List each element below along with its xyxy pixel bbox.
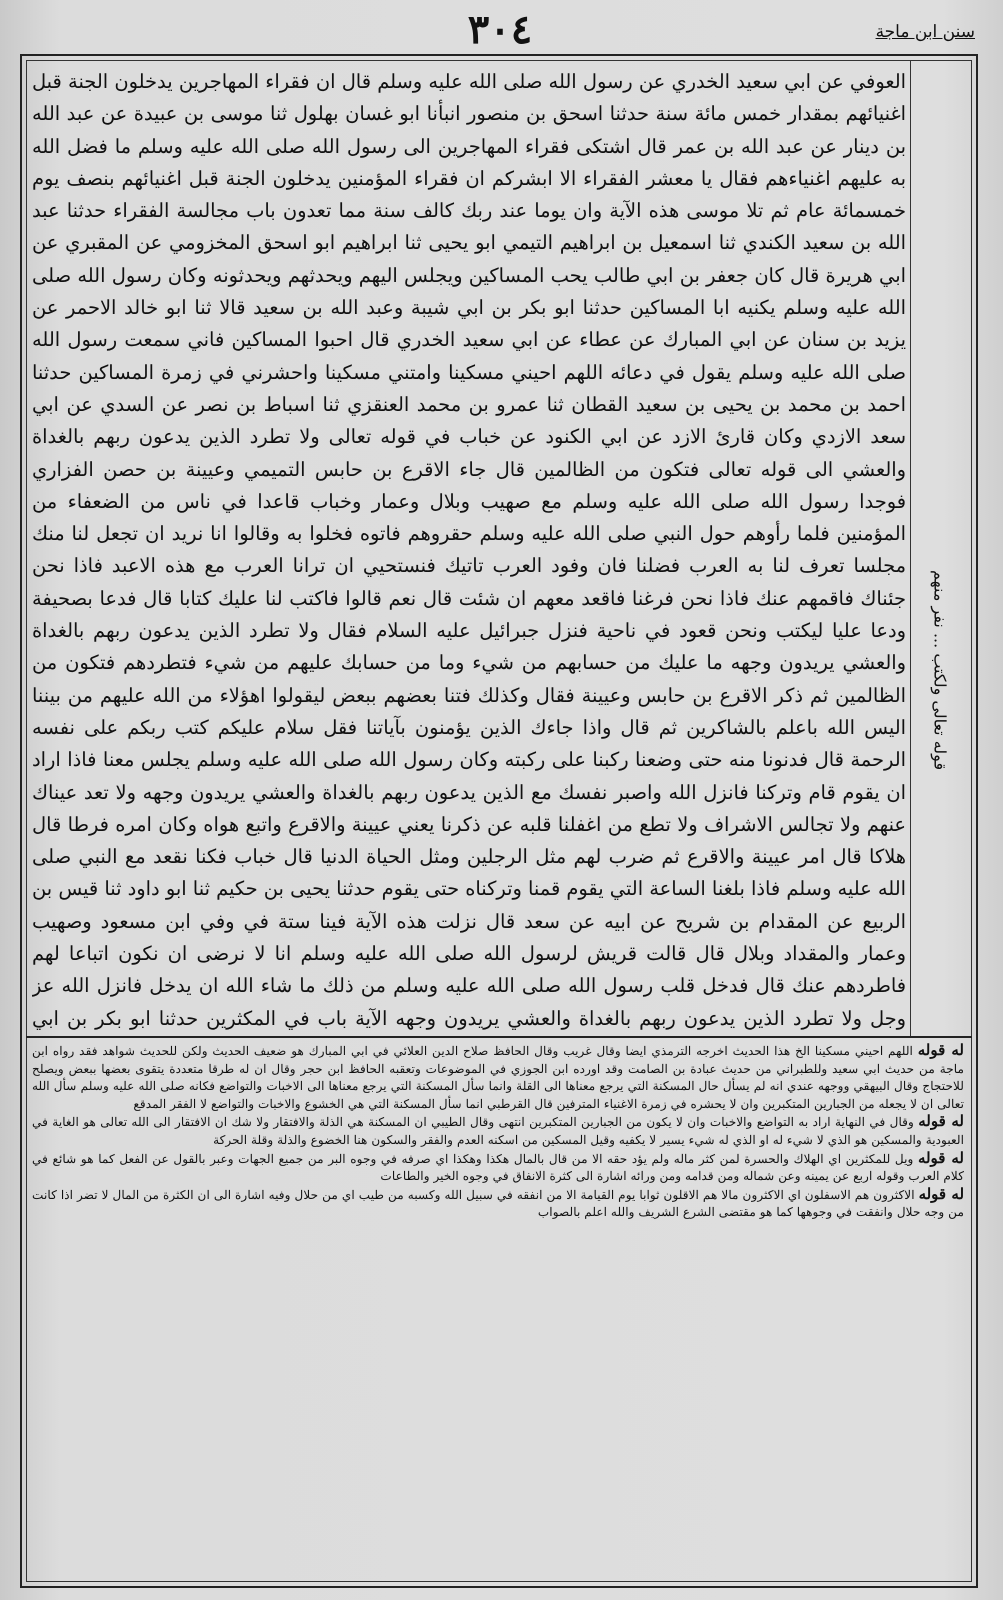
footnote-3 xyxy=(32,1150,964,1186)
footnote-marker: له قوله xyxy=(917,1148,964,1167)
running-title: سنن ابن ماجة xyxy=(875,22,975,42)
footnotes-block xyxy=(32,1042,964,1578)
footnote-marker: له قوله xyxy=(918,1112,964,1131)
footnote-4 xyxy=(32,1186,964,1222)
footnote-marker: له قوله xyxy=(917,1042,964,1059)
margin-rule xyxy=(910,60,911,1036)
footnote-text: وقال في النهاية اراد به التواضع والاخبات وان لا يكون من الجبارين المتكبرين انتهى وقال الطيبي ان المسكنة هي الذلة والافتقار ولا شك ان الافتقار الى الله تعالى هو الغاية في العبودية والمسكين هو الذي لا شيء له او الذي له شيء يسير لا يكفيه وقيل المسكين من اسكنه العدم والفقر والسكون هنا الخضوع والذلة وقلة الحركة xyxy=(32,1115,964,1147)
main-text-block xyxy=(32,66,906,1034)
footnote-2 xyxy=(32,1113,964,1149)
footnote-text: اللهم احيني مسكينا الخ هذا الحديث اخرجه الترمذي ايضا وقال غريب وقال الحافظ صلاح الدين العلائي في ابي المبارك هو ضعيف الحديث ولكن للحديث شواهد فقد رواه ابن ماجة من حديث ابي سعيد وللطبراني من حديث عبادة بن الصامت وقد اورده ابن الجوزي في الموضوعات وتعقبه الحافظ ابن حجر وقال ان له طرقا متعددة يتقوى بعضها ببعض ويصلح للاحتجاج وقال البيهقي ووجهه عندي انه لم يسأل حال المسكنة التي يرجع معناها الى القلة وانما سأل المسكنة التي يرجع معناها الى الاخبات والتواضع فكانه صلى الله عليه وسلم سأل الله تعالى ان لا يجعله من الجبارين المتكبرين وان لا يحشره في زمرة الاغنياء المترفين قال القرطبي انما سأل المسكنة التي هي الخشوع والاخبات والتواضع لا الفقر المدقع xyxy=(32,1044,964,1111)
footnote-marker: له قوله xyxy=(918,1184,964,1203)
margin-note: قوله تعالى ولكتب ... نفر منهم xyxy=(930,569,950,771)
footnote-text: ويل للمكثرين اي الهلاك والحسرة لمن كثر ماله ولم يؤد حقه الا من قال بالمال هكذا وهكذا اي صرفه في وجوه البر من جميع الجهات وعبر بالقول عن الفعل كما هو شائع في كلام العرب وقوله اربع عن يمينه وعن شماله ومن قدامه ومن ورائه اشارة الى كثرة الانفاق في وجوه الخير والطاعات xyxy=(32,1151,964,1184)
page-number: ٣٠٤ xyxy=(467,6,533,53)
footnote-text: الاكثرون هم الاسفلون اي الاكثرون مالا هم الاقلون ثوابا يوم القيامة الا من انفقه في سبيل الله وكسبه من طيب اي من حلال وفيه اشارة الى ان الكثرة من المال لا تضر اذا كانت من وجه حلال وانفقت في وجوهها كما هو مقتضى الشرع الشريف والله اعلم بالصواب xyxy=(32,1187,964,1220)
footnote-divider xyxy=(26,1036,972,1038)
footnote-1 xyxy=(32,1042,964,1113)
main-paragraph: العوفي عن ابي سعيد الخدري عن رسول الله صلى الله عليه وسلم قال ان فقراء المهاجرين يدخلون الجنة قبل اغنيائهم بمقدار خمس مائة سنة حدثنا اسحق بن منصور انبأنا ابو غسان بهلول ثنا موسى بن عبيدة عن عبد الله بن دينار عن عبد الله بن عمر قال اشتكى فقراء المهاجرين الى رسول الله صلى الله عليه وسلم ما فضل الله به عليهم اغنياءهم فقال يا معشر الفقراء الا ابشركم ان فقراء المؤمنين يدخلون الجنة قبل اغنيائهم بنصف يوم خمسمائة عام ثم تلا موسى هذه الآية وان يوما عند ربك كالف سنة مما تعدون باب مجالسة الفقراء حدثنا عبد الله بن سعيد الكندي ثنا اسمعيل بن ابراهيم التيمي ابو يحيى ثنا ابراهيم ابو اسحق المخزومي عن المقبري عن ابي هريرة قال كان جعفر بن ابي طالب يحب المساكين ويجلس اليهم ويحدثهم ويحدثونه وكان رسول الله صلى الله عليه وسلم يكنيه ابا المساكين حدثنا ابو بكر بن ابي شيبة وعبد الله بن سعيد قالا ثنا ابو خالد الاحمر عن يزيد بن سنان عن ابي المبارك عن عطاء عن ابي سعيد الخدري قال احبوا المساكين فاني سمعت رسول الله صلى الله عليه وسلم يقول في دعائه اللهم احيني مسكينا وامتني مسكينا واحشرني في زمرة المساكين حدثنا احمد بن محمد بن يحيى بن سعيد القطان ثنا عمرو بن محمد العنقزي ثنا اسباط بن نصر عن السدي عن ابي سعد الازدي وكان قارئ الازد عن ابي الكنود عن خباب في قوله تعالى ولا تطرد الذين يدعون ربهم بالغداة والعشي الى قوله تعالى فتكون من الظالمين قال جاء الاقرع بن حابس التميمي وعيينة بن حصن الفزاري فوجدا رسول الله صلى الله عليه وسلم مع صهيب وبلال وعمار وخباب قاعدا في ناس من الضعفاء من المؤمنين فلما رأوهم حول النبي صلى الله عليه وسلم حقروهم فاتوه فخلوا به وقالوا انا نريد ان تجعل لنا منك مجلسا تعرف لنا به العرب فضلنا فان وفود العرب تاتيك فنستحيي ان ترانا العرب مع هذه الاعبد فاذا نحن جئناك فاقمهم عنك فاذا نحن فرغنا فاقعد معهم ان شئت قال نعم قالوا فاكتب لنا عليك كتابا قال فدعا بصحيفة ودعا عليا ليكتب ونحن قعود في ناحية فنزل جبرائيل عليه السلام فقال ولا تطرد الذين يدعون ربهم بالغداة والعشي يريدون وجهه ما عليك من حسابهم من شيء وما من حسابك عليهم من شيء فتطردهم فتكون من الظالمين ثم ذكر الاقرع بن حابس وعيينة فقال وكذلك فتنا بعضهم ببعض ليقولوا اهؤلاء من الله عليهم من بيننا اليس الله باعلم بالشاكرين ثم قال واذا جاءك الذين يؤمنون بآياتنا فقل سلام عليكم كتب ربكم على نفسه الرحمة قال فدنونا منه حتى وضعنا ركبنا على ركبته وكان رسول الله صلى الله عليه وسلم يجلس معنا فاذا اراد ان يقوم قام وتركنا فانزل الله واصبر نفسك مع الذين يدعون ربهم بالغداة والعشي يريدون وجهه ولا تعد عيناك عنهم ولا تجالس الاشراف ولا تطع من اغفلنا قلبه عن ذكرنا يعني عيينة والاقرع واتبع هواه وكان امره فرطا قال هلاكا قال امر عيينة والاقرع ثم ضرب لهم مثل الرجلين ومثل الحياة الدنيا قال خباب فكنا نقعد مع النبي صلى الله عليه وسلم فاذا بلغنا الساعة التي يقوم قمنا وتركناه حتى يقوم حدثنا يحيى بن حكيم ثنا ابو داود ثنا قيس بن الربيع عن المقدام بن شريح عن ابيه عن سعد قال نزلت هذه الآية فينا ستة في وفي ابن مسعود وصهيب وعمار والمقداد وبلال قال قالت قريش لرسول الله صلى الله عليه وسلم انا لا نرضى ان نكون اتباعا لهم فاطردهم عنك قال فدخل قلب رسول الله صلى الله عليه وسلم من ذلك ما شاء الله ان يدخل فانزل الله عز وجل ولا تطرد الذين يدعون ربهم بالغداة والعشي يريدون وجهه الآية باب في المكثرين حدثنا ابو بكر بن ابي xyxy=(32,70,906,1030)
